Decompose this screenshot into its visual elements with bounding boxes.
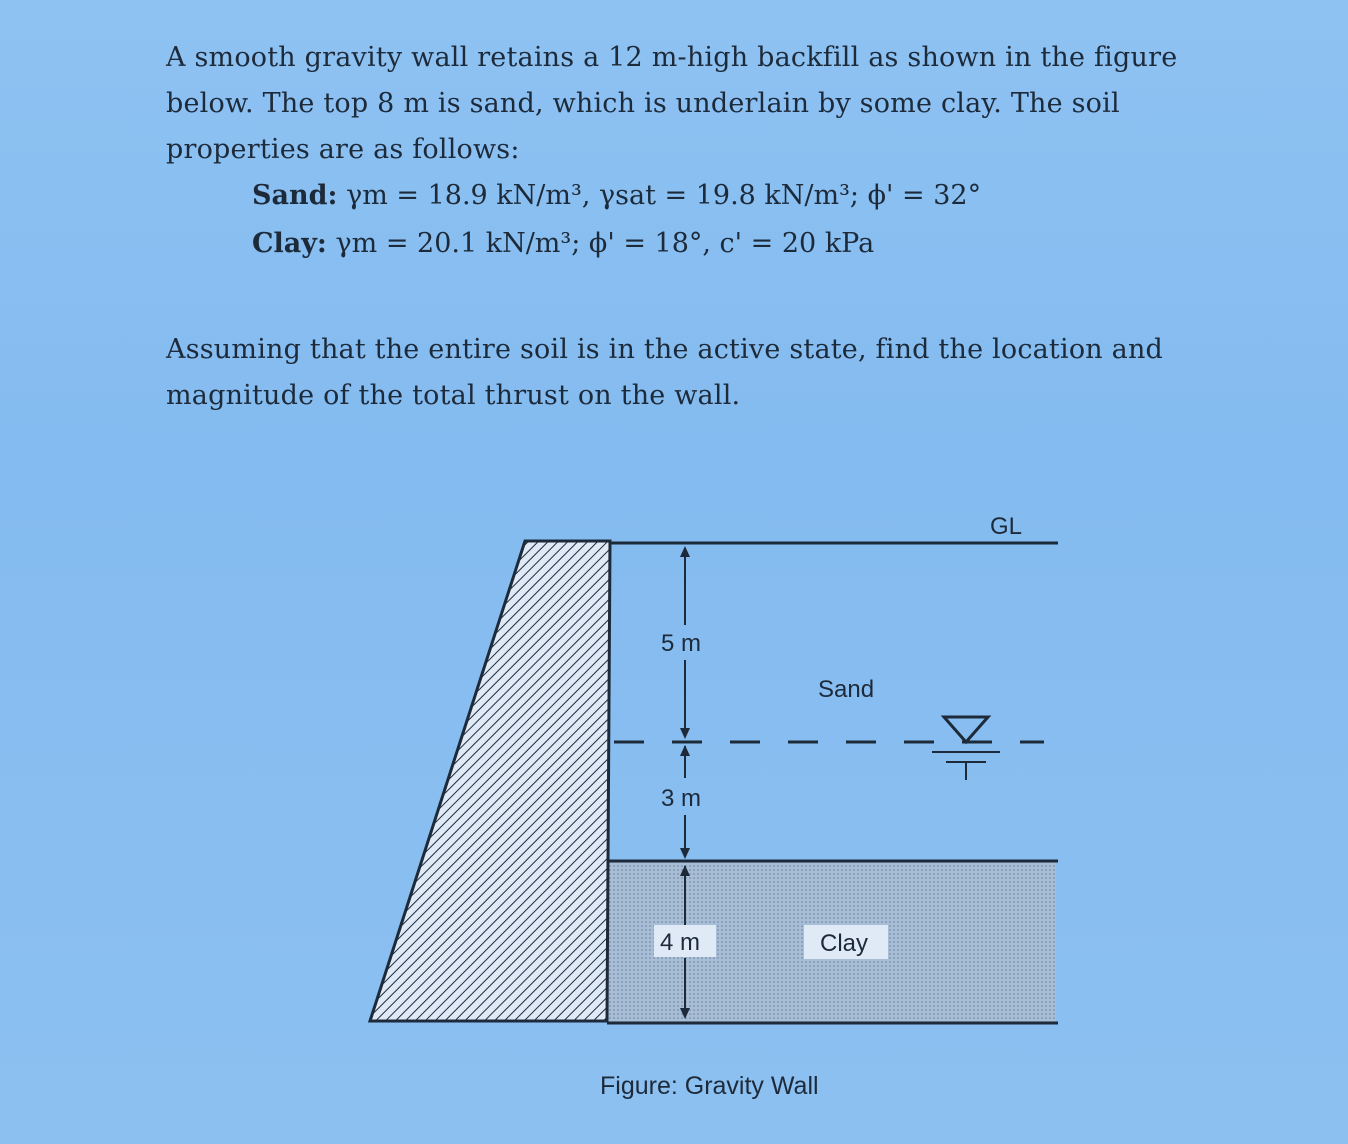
gravity-wall <box>370 541 610 1021</box>
figure-caption: Figure: Gravity Wall <box>600 1072 819 1100</box>
problem-paragraph-2: Assuming that the entire soil is in the active state, find the location and magnitude of the total thrust on the wall. <box>166 334 1164 411</box>
problem-paragraph-1: A smooth gravity wall retains a 12 m-high backfill as shown in the figure below. The top 8 m is sand, which is underlain by some clay. The soil properties are as follows: <box>166 42 1178 165</box>
ground-level-label: GL <box>990 513 1023 540</box>
water-table-icon <box>932 717 1000 780</box>
sand-values: γm = 18.9 kN/m³, γsat = 19.8 kN/m³; ϕ' = 32° <box>346 180 982 211</box>
clay-values: γm = 20.1 kN/m³; ϕ' = 18°, c' = 20 kPa <box>335 228 875 259</box>
dimension-4m-label: 4 m <box>660 929 701 956</box>
clay-label: Clay: <box>252 228 327 259</box>
dimension-3m-label: 3 m <box>661 785 702 812</box>
sand-layer-label: Sand <box>818 676 875 703</box>
clay-layer-label: Clay <box>820 930 869 957</box>
sand-label: Sand: <box>252 180 338 211</box>
dimension-5m-label: 5 m <box>661 630 702 657</box>
